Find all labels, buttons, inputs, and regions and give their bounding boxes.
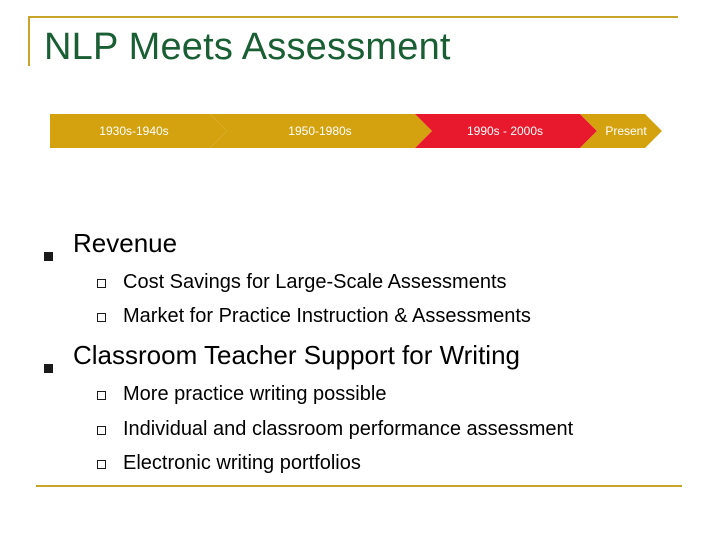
sub-bullet-marker — [97, 460, 106, 472]
sub-bullet-marker — [97, 391, 106, 403]
timeline-label-3: 1990s - 2000s — [466, 124, 544, 138]
bullet-text: Revenue — [73, 228, 178, 258]
sub-bullet-text: Individual and classroom performance assessment — [123, 418, 574, 440]
sub-bullet-text: More practice writing possible — [123, 383, 387, 405]
sub-bullet-text: Market for Practice Instruction & Assessments — [123, 305, 531, 327]
bullet-marker — [44, 352, 53, 380]
sub-bullet-text: Electronic writing portfolios — [123, 452, 361, 474]
sub-bullet-marker — [97, 313, 106, 325]
slide-title: NLP Meets Assessment — [44, 26, 451, 68]
timeline-label-4: Present — [605, 124, 647, 138]
sub-bullet-marker — [97, 279, 106, 291]
sub-bullet-marker — [97, 426, 106, 438]
bullet-text: Classroom Teacher Support for Writing — [73, 340, 521, 370]
timeline-label-1: 1930s-1940s — [99, 124, 169, 138]
sub-bullet-text: Cost Savings for Large-Scale Assessments — [123, 271, 507, 293]
timeline-label-2: 1950-1980s — [288, 124, 352, 138]
bullet-marker — [44, 240, 53, 268]
